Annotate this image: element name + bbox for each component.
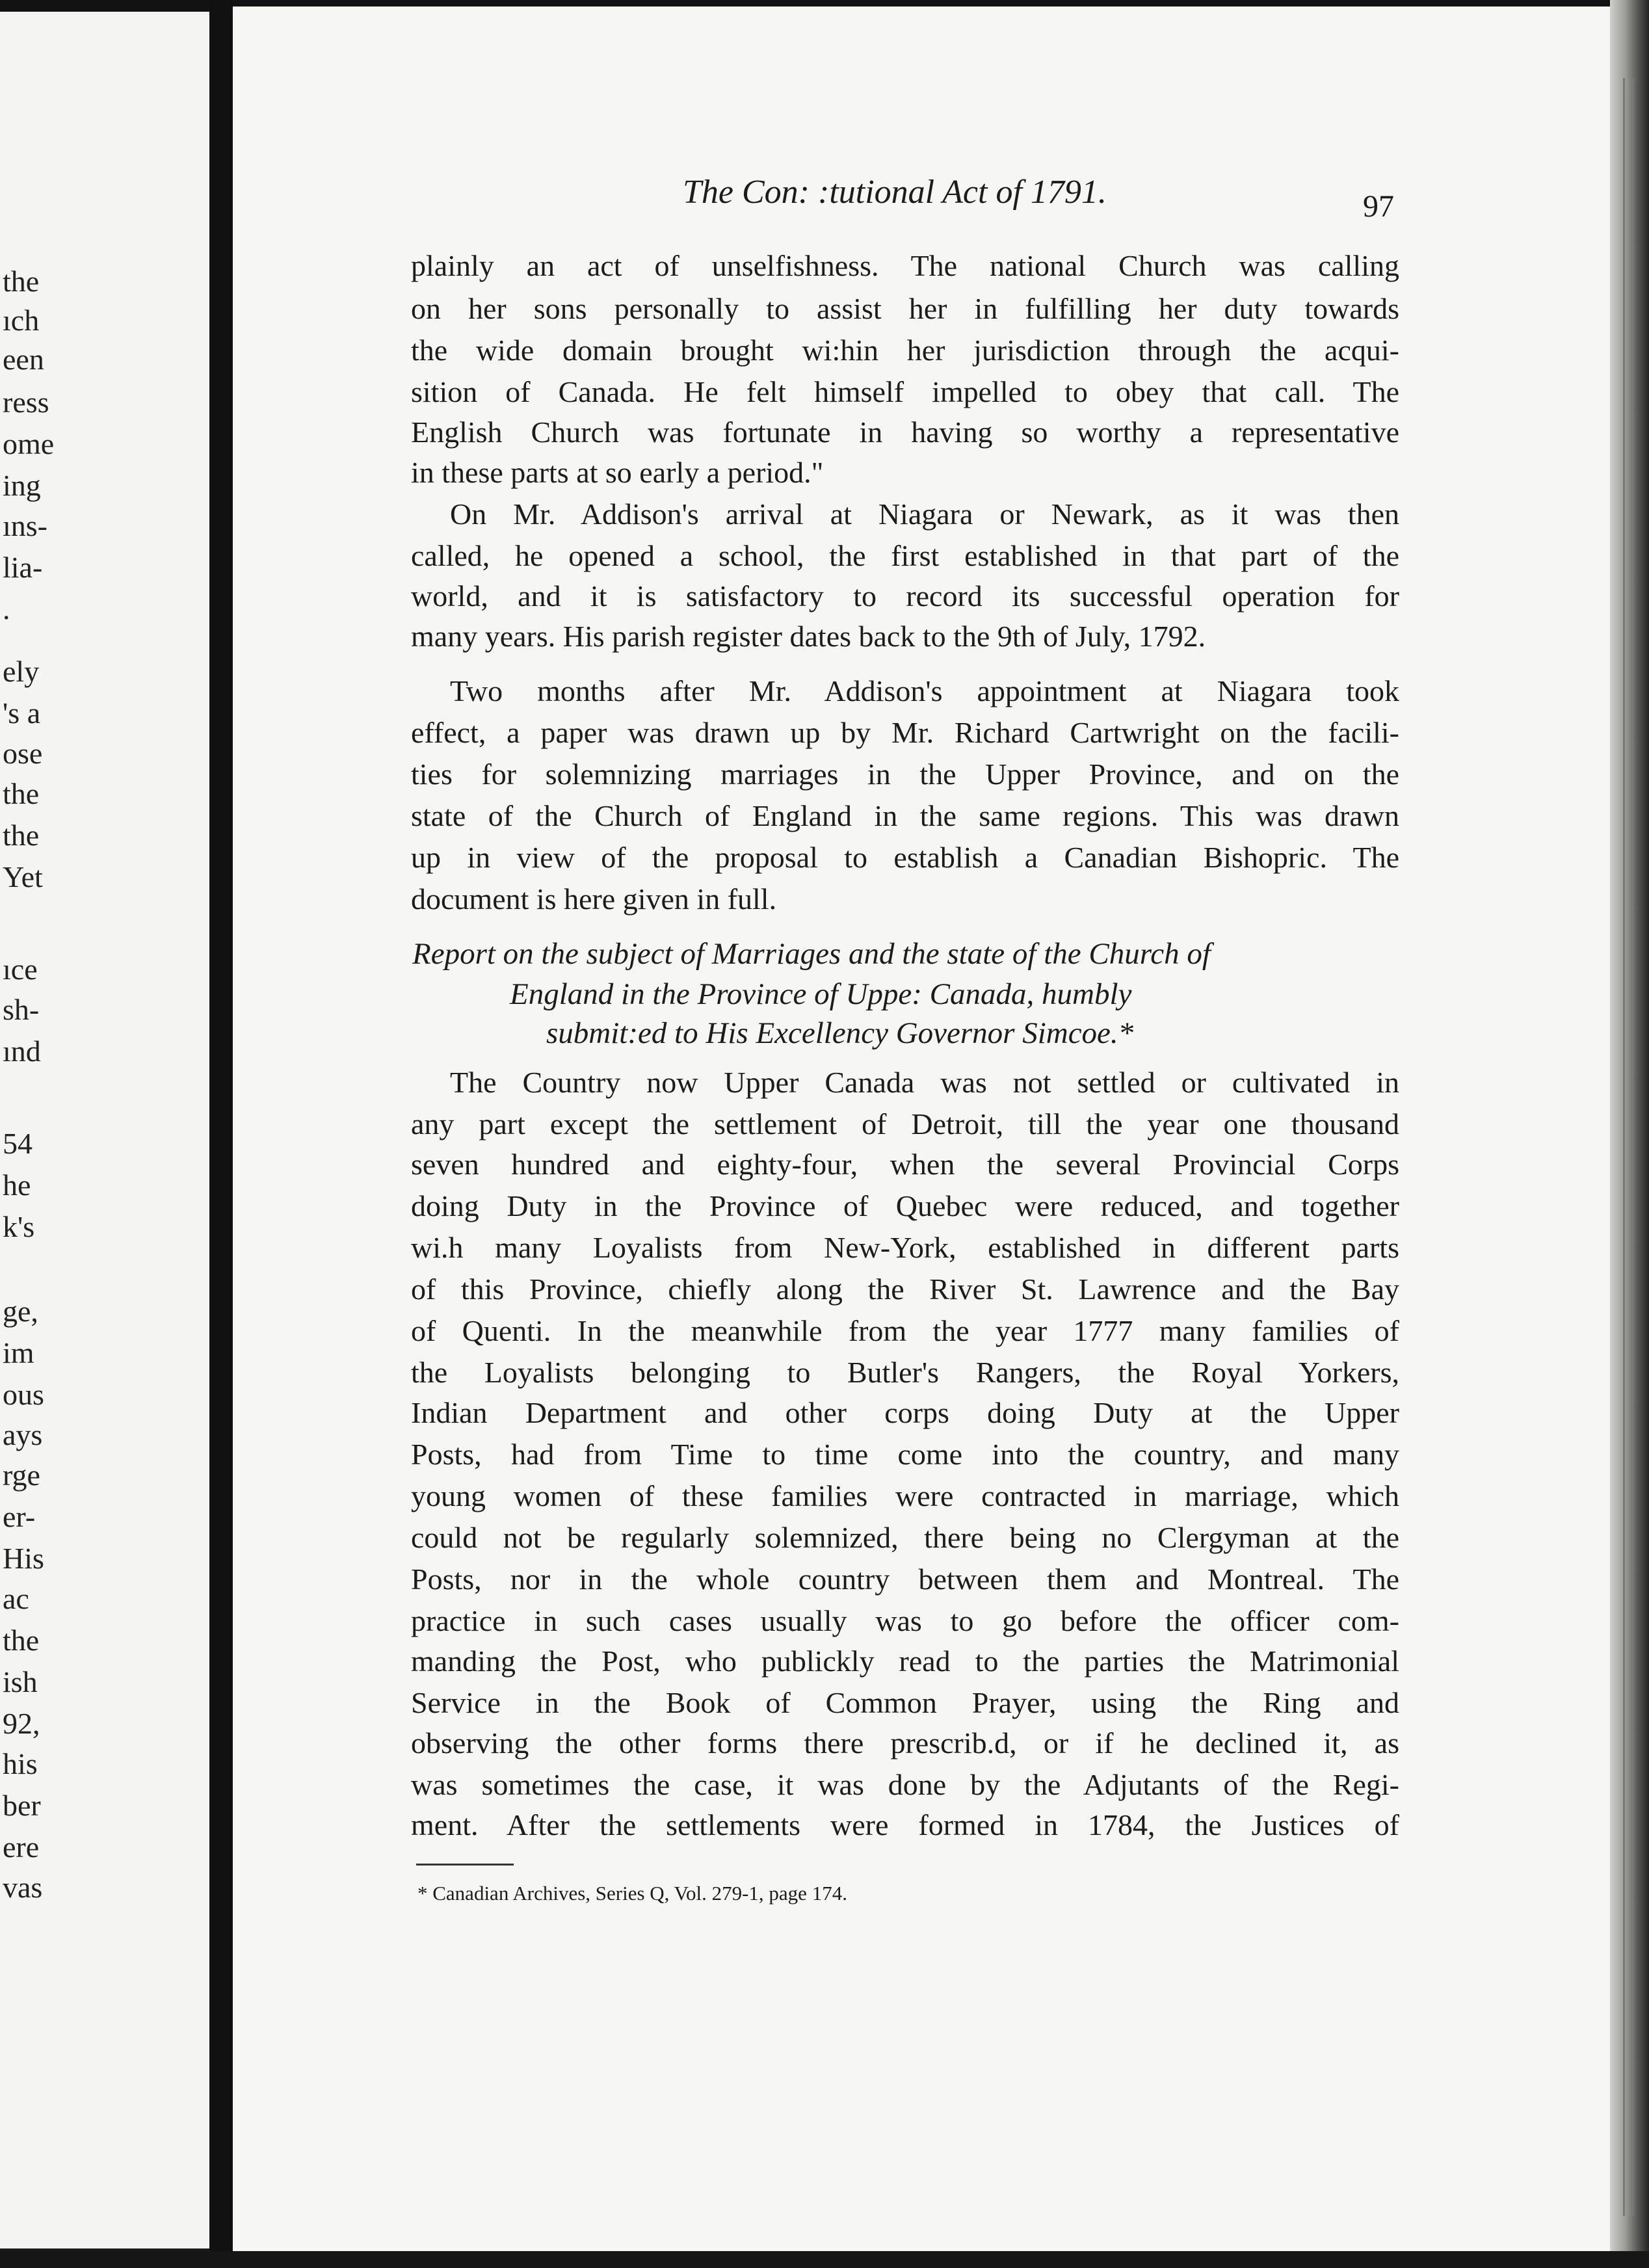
- left-page-fragment: ere: [3, 1830, 40, 1864]
- left-page-fragment: His: [3, 1542, 44, 1575]
- left-page-fragment: rge: [3, 1458, 40, 1492]
- left-page-fragment: ress: [3, 386, 49, 419]
- left-page-fragment: ous: [3, 1378, 44, 1411]
- left-page-fragment: ınd: [3, 1035, 41, 1068]
- text-line: was sometimes the case, it was done by the Adjutants of the Regi-: [411, 1768, 1399, 1801]
- page-edge-line: [1623, 78, 1625, 2216]
- left-page-fragment: lia-: [3, 551, 43, 584]
- left-page-fragment: .: [3, 592, 10, 626]
- text-line: on her sons personally to assist her in fulfilling her duty towards: [411, 292, 1399, 325]
- text-line: observing the other forms there prescrib.d, or if he declined it, as: [411, 1726, 1399, 1760]
- left-page-fragment: ays: [3, 1418, 43, 1451]
- report-heading-line: England in the Province of Uppe: Canada, humbly: [510, 977, 1132, 1011]
- text-line: seven hundred and eighty-four, when the several Provincial Corps: [411, 1148, 1399, 1181]
- footnote: * Canadian Archives, Series Q, Vol. 279-1, page 174.: [417, 1882, 847, 1905]
- left-page-fragment: Yet: [3, 860, 43, 893]
- left-page-fragment: ıch: [3, 304, 40, 337]
- scan-bottom-border: [0, 2251, 1649, 2268]
- text-line: sition of Canada. He felt himself impelled to obey that call. The: [411, 375, 1399, 408]
- text-line: could not be regularly solemnized, there being no Clergyman at the: [411, 1521, 1399, 1554]
- left-page-fragment: im: [3, 1336, 34, 1369]
- text-line: Service in the Book of Common Prayer, using the Ring and: [411, 1686, 1399, 1719]
- text-line: document is here given in full.: [411, 882, 777, 916]
- text-line: world, and it is satisfactory to record its successful operation for: [411, 579, 1399, 613]
- left-page-fragment: een: [3, 343, 44, 376]
- text-line: called, he opened a school, the first established in that part of the: [411, 539, 1399, 572]
- text-line: the wide domain brought wi:hin her jurisdiction through the acqui-: [411, 334, 1399, 367]
- left-page-fragment: ge,: [3, 1295, 38, 1328]
- text-line: doing Duty in the Province of Quebec were reduced, and together: [411, 1189, 1399, 1222]
- left-page-fragment: ing: [3, 469, 41, 502]
- left-page-fragment: k's: [3, 1210, 35, 1243]
- report-heading-line: submit:ed to His Excellency Governor Simcoe.*: [546, 1016, 1134, 1050]
- left-page-fragment: ish: [3, 1665, 38, 1698]
- left-page-fragment: ıce: [3, 953, 38, 986]
- left-page-fragment: 's a: [3, 696, 41, 730]
- text-line: of this Province, chiefly along the River St. Lawrence and the Bay: [411, 1272, 1399, 1306]
- text-line: English Church was fortunate in having so worthy a representative: [411, 415, 1399, 449]
- text-line: in these parts at so early a period.": [411, 456, 824, 489]
- left-page-fragment: ose: [3, 737, 43, 770]
- text-line: any part except the settlement of Detroit, till the year one thousand: [411, 1107, 1399, 1141]
- page-number: 97: [1363, 189, 1394, 224]
- text-line: manding the Post, who publickly read to the parties the Matrimonial: [411, 1644, 1399, 1678]
- text-line: of Quenti. In the meanwhile from the year 1777 many families of: [411, 1314, 1399, 1347]
- page-edge-shadow: [1610, 0, 1649, 2268]
- left-page-fragment: vas: [3, 1871, 43, 1904]
- left-page-fragment: 92,: [3, 1707, 40, 1740]
- left-page-fragment: ely: [3, 655, 40, 688]
- running-head: The Con: :tutional Act of 1791.: [683, 174, 1107, 211]
- left-page-fragment: he: [3, 1168, 31, 1202]
- text-line: many years. His parish register dates back to the 9th of July, 1792.: [411, 620, 1206, 653]
- left-page-fragment: the: [3, 1624, 40, 1657]
- left-page-fragment: the: [3, 819, 40, 852]
- text-line: wi.h many Loyalists from New-York, established in different parts: [411, 1231, 1399, 1264]
- left-page-fragment: his: [3, 1747, 38, 1780]
- footnote-rule: [416, 1864, 514, 1866]
- left-page-fragment: 54: [3, 1127, 33, 1160]
- left-page-fragment: ber: [3, 1789, 41, 1822]
- report-heading-line: Report on the subject of Marriages and the state of the Church of: [412, 937, 1211, 971]
- text-line: young women of these families were contracted in marriage, which: [411, 1479, 1399, 1512]
- left-page-fragment: sh-: [3, 993, 40, 1026]
- left-page-fragment: the: [3, 777, 40, 810]
- text-line: effect, a paper was drawn up by Mr. Richard Cartwright on the facili-: [411, 716, 1399, 749]
- text-line: ties for solemnizing marriages in the Upper Province, and on the: [411, 758, 1399, 791]
- text-line: plainly an act of unselfishness. The national Church was calling: [411, 249, 1399, 282]
- left-page-fragment: ac: [3, 1582, 29, 1615]
- text-line: Posts, nor in the whole country between them and Montreal. The: [411, 1563, 1399, 1596]
- text-line: Posts, had from Time to time come into the country, and many: [411, 1438, 1399, 1471]
- left-page-fragment: the: [3, 265, 40, 298]
- left-page-fragment: ome: [3, 427, 55, 460]
- left-page-fragment: ıns-: [3, 509, 47, 542]
- text-line: On Mr. Addison's arrival at Niagara or Newark, as it was then: [450, 497, 1399, 531]
- text-line: The Country now Upper Canada was not settled or cultivated in: [450, 1066, 1399, 1099]
- text-line: state of the Church of England in the same regions. This was drawn: [411, 799, 1399, 832]
- left-page-fragment: er-: [3, 1500, 36, 1533]
- book-gutter: [209, 0, 233, 2268]
- text-line: up in view of the proposal to establish a Canadian Bishopric. The: [411, 841, 1399, 874]
- text-line: Indian Department and other corps doing Duty at the Upper: [411, 1396, 1399, 1429]
- text-line: practice in such cases usually was to go before the officer com-: [411, 1604, 1399, 1637]
- page-edge-line: [1632, 78, 1634, 2216]
- text-line: Two months after Mr. Addison's appointment at Niagara took: [450, 674, 1399, 707]
- text-line: ment. After the settlements were formed in 1784, the Justices of: [411, 1808, 1399, 1841]
- text-line: the Loyalists belonging to Butler's Rangers, the Royal Yorkers,: [411, 1356, 1399, 1389]
